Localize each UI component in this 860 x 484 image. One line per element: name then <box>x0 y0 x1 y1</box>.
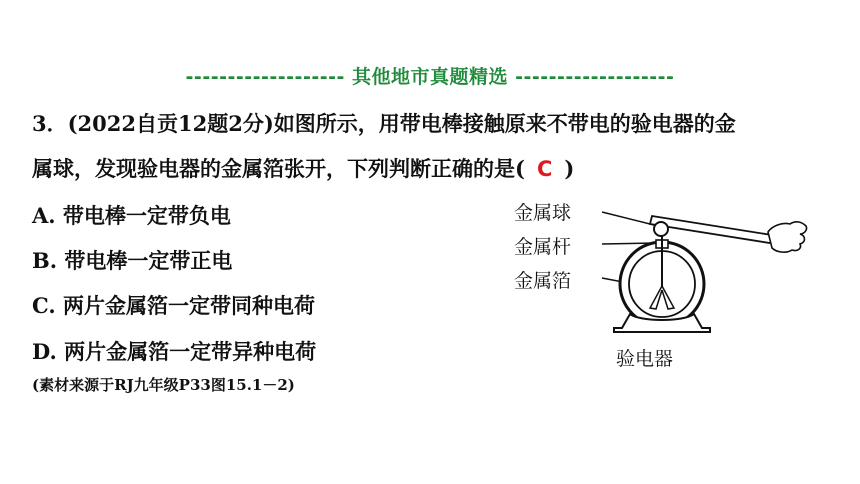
option-b <box>32 245 232 275</box>
question-number: 3． <box>32 111 68 136</box>
option-letter: D. <box>32 339 57 364</box>
option-text: 带电棒一定带负电 <box>62 203 231 228</box>
option-c <box>32 290 315 320</box>
hand-icon <box>768 222 807 252</box>
option-text: 两片金属箔一定带异种电荷 <box>64 339 317 364</box>
charged-rod <box>650 216 778 244</box>
option-letter: A. <box>32 203 56 228</box>
option-letter: B. <box>32 248 58 273</box>
question-stem-part2: 属球，发现验电器的金属箔张开，下列判断正确的是( <box>32 156 525 181</box>
label-metal-foil: 金属箔 <box>514 270 572 292</box>
question-source-tag: (2022自贡12题2分) <box>67 111 274 136</box>
question-line-1 <box>32 108 736 138</box>
option-letter: C. <box>32 293 56 318</box>
option-text: 带电棒一定带正电 <box>64 248 233 273</box>
section-header: ------------------- 其他地市真题精选 ------------------- <box>185 66 675 88</box>
label-metal-rod: 金属杆 <box>514 236 572 258</box>
electroscope-drawing <box>510 196 810 346</box>
figure-caption: 验电器 <box>616 348 674 370</box>
option-text: 两片金属箔一定带同种电荷 <box>62 293 315 318</box>
option-a <box>32 200 231 230</box>
source-note: (素材来源于RJ九年级P33图15.1－2) <box>32 376 295 394</box>
electroscope-figure <box>510 196 810 386</box>
metal-ball <box>654 222 668 236</box>
question-stem-part1: 如图所示，用带电棒接触原来不带电的验电器的金 <box>273 111 736 136</box>
label-metal-ball: 金属球 <box>514 202 572 224</box>
answer-text: C <box>536 157 553 181</box>
option-d <box>32 336 316 366</box>
close-paren: ) <box>564 156 575 181</box>
question-line-2 <box>32 153 574 183</box>
